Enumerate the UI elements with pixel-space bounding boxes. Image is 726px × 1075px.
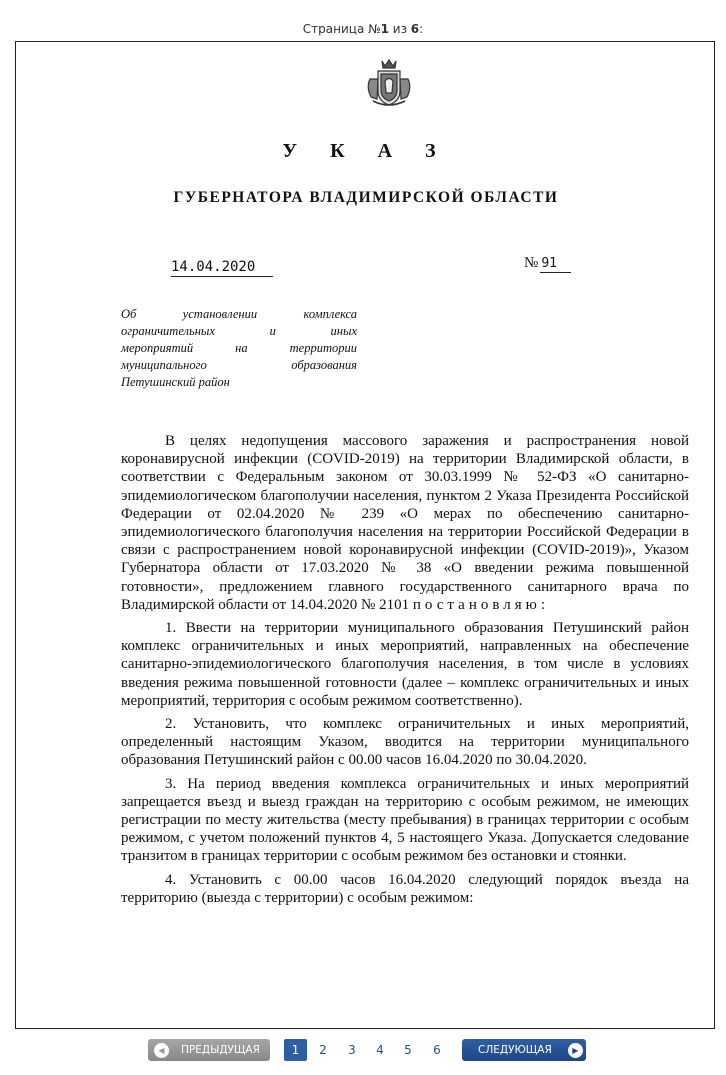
preamble-text: В целях недопущения массового заражения и распространения новой коронавирусной инфекции (COVID-2019) на территории Владимирской области, в соответствии с Федеральным законом от 30.03.1999 № 52-ФЗ «О санитарно-эпидемиологическом благополучии населения, пунктом 2 Указа Президента Российской Федерации от 02.04.2020 № 239 «О мерах по обеспечению санитарно-эпидемиологического благополучия населения на территории Российской Федерации в связи с распространением новой коронавирусной инфекции (COVID-2019)», Указом Губернатора области от 17.03.2020 № 38 «О введении режима повышенной готовности», предложением главного государственного санитарного врача по Владимирской области от 14.04.2020 № 2101 — [121, 433, 689, 613]
preamble-paragraph — [121, 432, 689, 614]
document-date: 14.04.2020 — [171, 259, 273, 277]
document-subject — [121, 306, 357, 391]
document-body — [121, 432, 689, 912]
coat-of-arms-emblem — [364, 57, 414, 109]
document-page — [15, 41, 715, 1029]
previous-page-button[interactable] — [148, 1039, 270, 1061]
preamble-decree-word: постановляю: — [412, 596, 549, 613]
page-counter-of: из — [388, 22, 411, 36]
subject-line: муниципального образования — [121, 358, 357, 372]
chevron-right-icon: ▶ — [568, 1043, 583, 1058]
document-issuer: ГУБЕРНАТОРА ВЛАДИМИРСКОЙ ОБЛАСТИ — [173, 189, 559, 206]
page-link[interactable]: 6 — [433, 1043, 441, 1057]
page-link[interactable]: 2 — [319, 1043, 327, 1057]
document-number — [524, 255, 571, 273]
next-page-button[interactable] — [462, 1039, 586, 1061]
next-page-label: СЛЕДУЮЩАЯ — [478, 1044, 552, 1056]
page-counter-current: 1 — [380, 22, 389, 36]
pagination — [0, 1039, 726, 1061]
document-title: У К А З — [282, 140, 450, 162]
page-link[interactable]: 5 — [404, 1043, 412, 1057]
page-counter — [0, 22, 726, 36]
subject-line: Петушинский район — [121, 375, 230, 389]
subject-line: мероприятий на территории — [121, 341, 357, 355]
subject-line: ограничительных и иных — [121, 324, 357, 338]
chevron-left-icon: ◀ — [154, 1043, 169, 1058]
subject-line: Об установлении комплекса — [121, 307, 357, 321]
body-paragraph: 2. Установить, что комплекс ограничительных и иных мероприятий, определенный настоящим Указом, вводится на территории муниципального образования Петушинский район с 00.00 часов 16.04.2020 по 30.04.2020. — [121, 716, 689, 769]
page-counter-suffix: : — [419, 22, 424, 36]
number-sign: № — [524, 255, 539, 271]
body-paragraph: 1. Ввести на территории муниципального образования Петушинский район комплекс ограничительных и иных мероприятий, направленных на обеспечение санитарно-эпидемиологического благополучия населения, в том числе в условиях введения режима повышенной готовности (далее – комплекс ограничительных и иных мероприятий, территория с особым режимом соответственно). — [121, 620, 689, 709]
page-counter-total: 6 — [410, 22, 420, 36]
number-value: 91 — [540, 256, 571, 273]
body-paragraph: 4. Установить с 00.00 часов 16.04.2020 следующий порядок въезда на территорию (выезда с территории) с особым режимом: — [121, 871, 689, 906]
page-link[interactable]: 4 — [376, 1043, 384, 1057]
page-counter-prefix: Страница № — [302, 22, 381, 36]
page-link[interactable]: 3 — [348, 1043, 356, 1057]
previous-page-label: ПРЕДЫДУЩАЯ — [181, 1044, 260, 1056]
body-paragraph: 3. На период введения комплекса ограничительных и иных мероприятий запрещается въезд и выезд граждан на территорию с особым режимом, не имеющих регистрации по месту жительства (месту пребывания) в границах территории с особым режимом, с учетом положений пунктов 4, 5 настоящего Указа. Допускается следование транзитом в границах территории с особым режимом без остановки и стоянки. — [121, 775, 689, 865]
page-link-current[interactable]: 1 — [284, 1039, 307, 1061]
